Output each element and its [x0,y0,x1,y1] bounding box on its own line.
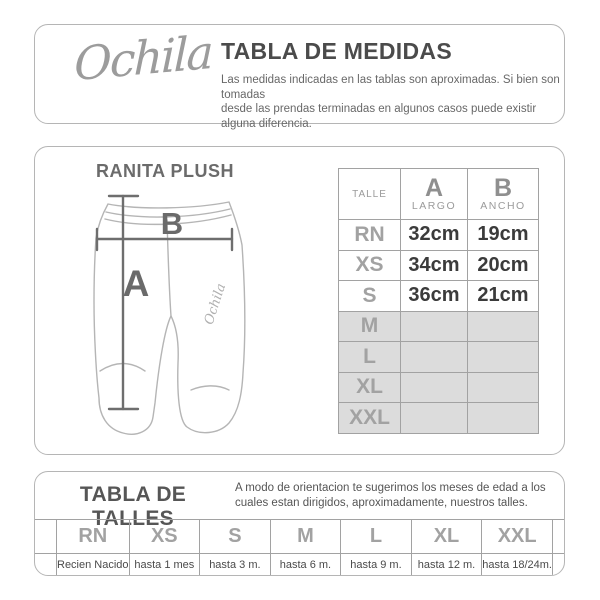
talle-column [57,520,130,575]
ancho-cell: 19cm [468,220,539,251]
table-row [339,403,539,434]
col-header-b-letter: B [493,173,513,202]
age-label: Recien Nacido [57,558,129,571]
col-header-b [468,169,539,220]
talle-column [130,520,201,575]
header-text-block [221,38,561,131]
table-row [339,250,539,281]
header-panel [34,24,565,130]
table-row [339,281,539,312]
largo-cell: 36cm [401,281,468,312]
largo-cell [401,311,468,342]
col-header-a-sub: LARGO [411,199,457,212]
talle-column [412,520,483,575]
measures-panel [34,146,565,455]
talles-subtitle [235,481,555,511]
size-cell: XL [339,372,401,403]
size-label: XXL [482,520,552,554]
size-cell: XS [339,250,401,281]
col-header-a-letter: A [424,173,444,202]
col-header-b-sub: ANCHO [480,199,526,212]
size-label: RN [57,520,129,554]
header-subtitle-line2: desde las prendas terminadas en algunos casos puede existir alguna diferencia. [221,103,537,130]
largo-cell [401,403,468,434]
age-label: hasta 3 m. [209,558,261,571]
age-label: hasta 9 m. [350,558,402,571]
size-cell: M [339,311,401,342]
talle-column [271,520,342,575]
measures-table [338,168,539,434]
table-row [339,311,539,342]
talles-title: TABLA DE TALLES [79,483,187,530]
col-header-a [401,169,468,220]
ancho-cell [468,311,539,342]
talles-table [35,519,564,575]
size-cell: RN [339,220,401,251]
measure-b-label: B [160,206,184,241]
age-label: hasta 18/24m. [482,558,552,571]
ancho-cell [468,342,539,373]
col-header-talle: TALLE [339,169,401,220]
talles-panel [34,471,565,576]
size-label: XS [130,520,200,554]
brand-logo: Ochila [73,24,213,92]
size-label: L [341,520,411,554]
table-row [339,342,539,373]
largo-cell: 32cm [401,220,468,251]
age-label: hasta 12 m. [417,558,476,571]
age-label: hasta 1 mes [134,558,195,571]
size-label: XL [412,520,482,554]
talle-column [200,520,271,575]
size-label: M [271,520,341,554]
table-row [339,220,539,251]
size-label: S [200,520,270,554]
largo-cell: 34cm [401,250,468,281]
age-label: hasta 6 m. [279,558,332,571]
measures-table-header-row [339,169,539,220]
header-subtitle [221,73,561,131]
talles-subtitle-line2: cuales estan dirigidos, aproximadamente, nuestros talles. [235,497,528,509]
ancho-cell: 20cm [468,250,539,281]
pants-diagram [79,193,251,439]
largo-cell [401,342,468,373]
table-edge-right [553,520,564,575]
size-cell: S [339,281,401,312]
table-row [339,372,539,403]
measure-a-label: A [122,263,150,304]
ancho-cell [468,403,539,434]
talles-subtitle-line1: A modo de orientacion te sugerimos los meses de edad a los [235,482,546,494]
ancho-cell: 21cm [468,281,539,312]
pants-logo-text: Ochila [201,281,230,327]
talle-column [482,520,553,575]
talle-column [341,520,412,575]
page-title: TABLA DE MEDIDAS [221,38,452,64]
size-cell: XXL [339,403,401,434]
right-foot-crease [191,386,229,390]
table-edge-left [35,520,57,575]
product-title: RANITA PLUSH [96,161,234,181]
largo-cell [401,372,468,403]
header-subtitle-line1: Las medidas indicadas en las tablas son aproximadas. Si bien son tomadas [221,74,560,101]
size-cell: L [339,342,401,373]
ancho-cell [468,372,539,403]
